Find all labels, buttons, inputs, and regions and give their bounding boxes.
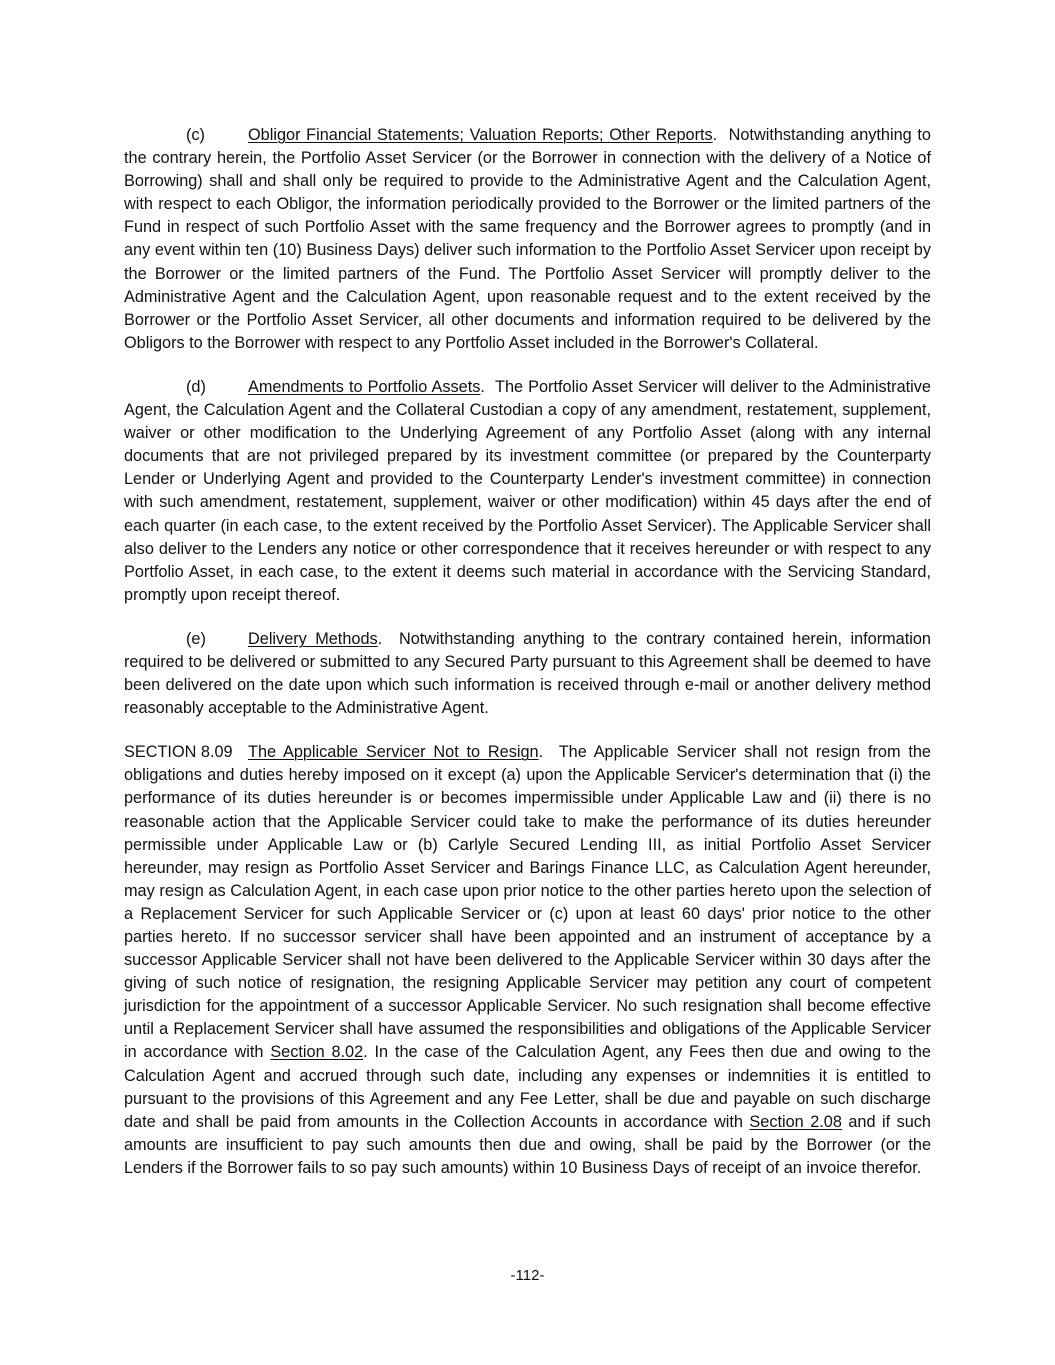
paragraph-d <box>124 376 931 607</box>
section-body-part-1: The Applicable Servicer shall not resign from the obligations and duties hereby imposed on it except (a) upon the Applicable Servicer's determination that (i) the performance of its duties hereunder is or becomes impermissible under Applicable Law and (ii) there is no reasonable action that the Applicable Servicer could take to make the performance of its duties hereunder permissible under Applicable Law or (b) Carlyle Secured Lending III, as initial Portfolio Asset Servicer hereunder, may resign as Portfolio Asset Servicer and Barings Finance LLC, as Calculation Agent hereunder, may resign as Calculation Agent, in each case upon prior notice to the other parties hereto upon the selection of a Replacement Servicer for such Applicable Servicer or (c) upon at least 60 days' prior notice to the other parties hereto. If no successor servicer shall have been appointed and an instrument of acceptance by a successor Applicable Servicer shall not have been delivered to the Applicable Servicer within 30 days after the giving of such notice of resignation, the resigning Applicable Servicer may petition any court of competent jurisdiction for the appointment of a successor Applicable Servicer. No such resignation shall become effective until a Replacement Servicer shall have assumed the responsibilities and obligations of the Applicable Servicer in accordance with <box>124 743 931 1062</box>
section-heading: The Applicable Servicer Not to Resign <box>248 743 539 762</box>
section-heading-end: . <box>538 743 544 762</box>
paragraph-e <box>124 628 931 720</box>
paragraph-c-label: (c) <box>186 126 205 144</box>
paragraph-e-label: (e) <box>186 629 206 648</box>
paragraph-e-body: Notwithstanding anything to the contrary contained herein, information required to be delivered or submitted to any Secured Party pursuant to this Agreement shall be deemed to have been delivered on the date upon which such information is received through e-mail or another delivery method reasonably acceptable to the Administrative Agent. <box>124 629 931 718</box>
paragraph-c <box>124 124 931 355</box>
section-body-part-3: and if such amounts are insufficient to pay such amounts then due and owing, shall be paid by the Borrower (or the Lenders if the Borrower fails to so pay such amounts) within 10 Business Days of receipt of an invoice therefor. <box>124 1112 931 1177</box>
paragraph-e-heading: Delivery Methods <box>248 629 378 648</box>
document-page <box>124 124 931 1180</box>
paragraph-c-heading: Obligor Financial Statements; Valuation Reports; Other Reports <box>248 126 713 144</box>
paragraph-e-heading-end: . <box>377 629 383 648</box>
cross-reference-section-8-02: Section 8.02 <box>270 1043 364 1062</box>
paragraph-d-label: (d) <box>186 377 206 396</box>
section-body-part-2: . In the case of the Calculation Agent, any Fees then due and owing to the Calculation Agent and accrued through such date, including any expenses or indemnities it is entitled to pursuant to the provisions of this Agreement and any Fee Letter, shall be due and payable on such discharge date and shall be paid from amounts in the Collection Accounts in accordance with <box>124 1043 931 1131</box>
paragraph-c-heading-end: . <box>712 126 718 144</box>
paragraph-d-heading-end: . <box>480 377 485 396</box>
paragraph-c-body: Notwithstanding anything to the contrary herein, the Portfolio Asset Servicer (or the Borrower in connection with the delivery of a Notice of Borrowing) shall and shall only be required to provide to the Administrative Agent and the Calculation Agent, with respect to each Obligor, the information periodically provided to the Borrower or the limited partners of the Fund in respect of such Portfolio Asset with the same frequency and the Borrower agrees to promptly (and in any event within ten (10) Business Days) deliver such information to the Portfolio Asset Servicer upon receipt by the Borrower or the limited partners of the Fund. The Portfolio Asset Servicer will promptly deliver to the Administrative Agent and the Calculation Agent, upon reasonable request and to the extent received by the Borrower or the Portfolio Asset Servicer, all other documents and information required to be delivered by the Obligors to the Borrower with respect to any Portfolio Asset included in the Borrower's Collateral. <box>124 126 931 352</box>
section-8-09 <box>124 741 931 1180</box>
page-number: -112- <box>510 1267 545 1284</box>
paragraph-d-heading: Amendments to Portfolio Assets <box>248 377 481 396</box>
paragraph-d-body: The Portfolio Asset Servicer will deliver to the Administrative Agent, the Calculation Agent and the Collateral Custodian a copy of any amendment, restatement, supplement, waiver or other modification to the Underlying Agreement of any Portfolio Asset (along with any internal documents that are not privileged prepared by its investment committee (or prepared by the Counterparty Lender or Underlying Agent and provided to the Counterparty Lender's investment committee) in connection with such amendment, restatement, supplement, waiver or other modification) within 45 days after the end of each quarter (in each case, to the extent received by the Portfolio Asset Servicer). The Applicable Servicer shall also deliver to the Lenders any notice or other correspondence that it receives hereunder or with respect to any Portfolio Asset, in each case, to the extent it deems such material in accordance with the Servicing Standard, promptly upon receipt thereof. <box>124 377 931 604</box>
section-number: SECTION 8.09 <box>124 743 233 762</box>
cross-reference-section-2-08: Section 2.08 <box>749 1112 842 1131</box>
